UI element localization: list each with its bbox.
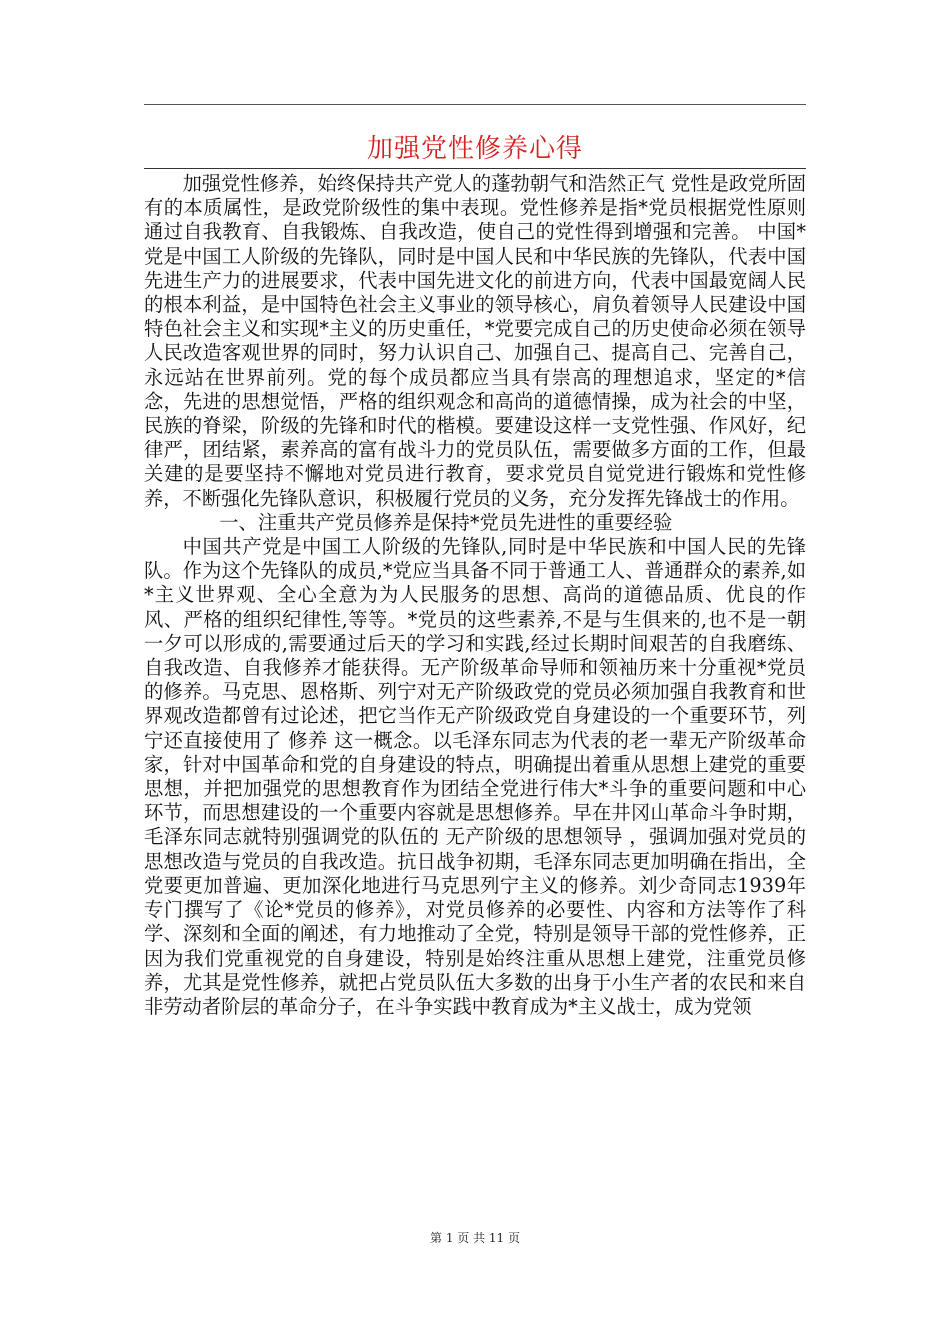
header-rule (144, 104, 806, 105)
title-underline (144, 168, 806, 169)
document-title: 加强党性修养心得 (366, 134, 583, 164)
page-number: 第 1 页 共 11 页 (430, 1231, 520, 1245)
document-body (144, 172, 806, 1019)
section-heading: 一、注重共产党员修养是保持*党员先进性的重要经验 (219, 510, 673, 534)
paragraph-intro: 加强党性修养，始终保持共产党人的蓬勃朝气和浩然正气 党性是政党所固有的本质属性，是政党阶级性的集中表现。党性修养是指*党员根据党性原则通过自我教育、自我锻炼、自我改造，使自己的党性得到增强和完善。 中国*党是中国工人阶级的先锋队，同时是中国人民和中华民族的先锋队，代表中国先进生产力的进展要求，代表中国先进文化的前进方向，代表中国最宽阔人民的根本利益，是中国特色社会主义事业的领导核心，肩负着领导人民建设中国特色社会主义和实现*主义的历史重任，*党要完成自己的历史使命必须在领导人民改造客观世界的同时，努力认识自己、加强自己、提高自己、完善自己，永远站在世界前列。党的每个成员都应当具有崇高的理想追求，坚定的*信念，先进的思想觉悟，严格的组织观念和高尚的道德情操，成为社会的中坚，民族的脊梁，阶级的先锋和时代的楷模。要建设这样一支党性强、作风好，纪律严，团结紧，素养高的富有战斗力的党员队伍，需要做多方面的工作，但最关建的是要坚持不懈地对党员进行教育，要求党员自觉党进行锻炼和党性修养，不断强化先锋队意识，积极履行党员的义务，充分发挥先锋战士的作用。 (144, 172, 806, 510)
paragraph-section-1: 中国共产党是中国工人阶级的先锋队,同时是中华民族和中国人民的先锋队。作为这个先锋队的成员,*党应当具备不同于普通工人、普通群众的素养,如*主义世界观、全心全意为为人民服务的思想、高尚的道德品质、优良的作风、严格的组织纪律性,等等。*党员的这些素养,不是与生俱来的,也不是一朝一夕可以形成的,需要通过后天的学习和实践,经过长期时间艰苦的自我磨练、自我改造、自我修养才能获得。无产阶级革命导师和领袖历来十分重视*党员的修养。马克思、恩格斯、列宁对无产阶级政党的党员必须加强自我教育和世界观改造都曾有过论述，把它当作无产阶级政党自身建设的一个重要环节，列宁还直接使用了 修养 这一概念。以毛泽东同志为代表的老一辈无产阶级革命家，针对中国革命和党的自身建设的特点，明确提出着重从思想上建党的重要思想，并把加强党的思想教育作为团结全党进行伟大*斗争的重要问题和中心环节，而思想建设的一个重要内容就是思想修养。早在井冈山革命斗争时期，毛泽东同志就特别强调党的队伍的 无产阶级的思想领导 ，强调加强对党员的思想改造与党员的自我改造。抗日战争初期，毛泽东同志更加明确在指出，全党要更加普遍、更加深化地进行马克思列宁主义的修养。刘少奇同志1939年专门撰写了《论*党员的修养》，对党员修养的必要性、内容和方法等作了科学、深刻和全面的阐述，有力地推动了全党，特别是领导干部的党性修养，正因为我们党重视党的自身建设，特别是始终注重从思想上建党，注重党员修养，尤其是党性修养，就把占党员队伍大多数的出身于小生产者的农民和来自非劳动者阶层的革命分子，在斗争实践中教育成为*主义战士，成为党领 (144, 535, 806, 1018)
